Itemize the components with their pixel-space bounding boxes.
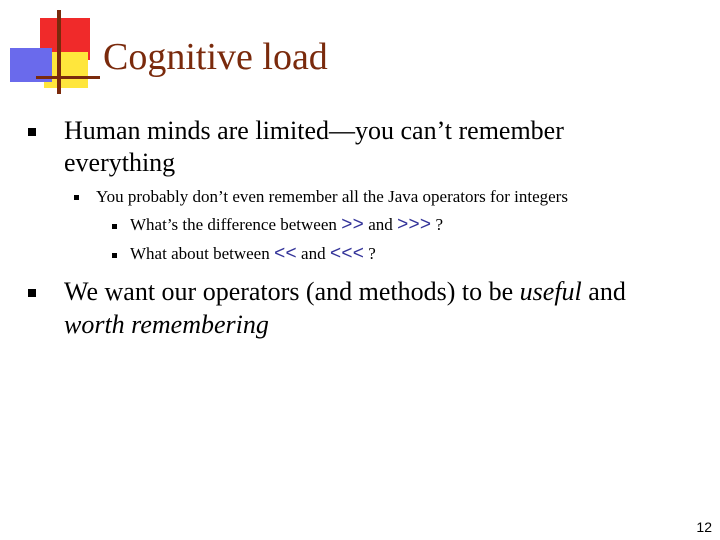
sub-sub-bullet-2-prefix: What about between — [130, 244, 274, 263]
sub-sub-bullet-1 — [130, 213, 443, 237]
sub-sub-bullet-1-middle: and — [363, 215, 397, 234]
sub-sub-bullet-1-suffix: ? — [431, 215, 444, 234]
bullet-2-line-1 — [64, 275, 626, 308]
bullet-2-part-2: and — [581, 277, 626, 306]
bullet-marker — [28, 289, 36, 297]
bullet-2-emphasis-worth: worth remembering — [64, 310, 269, 339]
bullet-1-line-2: everything — [64, 148, 176, 177]
sub-sub-bullet-2-middle: and — [296, 244, 330, 263]
slide-logo-icon — [0, 0, 100, 100]
sub-bullet-1: You probably don’t even remember all the Java operators for integers — [96, 187, 568, 206]
bullet-2-emphasis-useful: useful — [519, 277, 582, 306]
operator-shift-right: >> — [341, 214, 364, 236]
slide-title: Cognitive load — [103, 36, 328, 78]
sub-sub-bullet-1-prefix: What’s the difference between — [130, 215, 342, 234]
bullet-2-part-1: We want our operators (and methods) to be — [64, 277, 520, 306]
sub-sub-bullet-2 — [130, 242, 376, 266]
bullet-2-line-2 — [64, 308, 269, 341]
operator-triple-shift-left: <<< — [329, 243, 365, 265]
page-number: 12 — [696, 519, 712, 535]
sub-sub-bullet-2-suffix: ? — [364, 244, 376, 263]
operator-shift-left: << — [273, 243, 297, 265]
operator-unsigned-shift-right: >>> — [397, 214, 432, 236]
sub-sub-bullet-marker — [112, 224, 117, 229]
bullet-1-line-1: Human minds are limited—you can’t remember — [64, 116, 564, 145]
bullet-marker — [28, 128, 36, 136]
sub-sub-bullet-marker — [112, 253, 117, 258]
sub-bullet-marker — [74, 195, 79, 200]
